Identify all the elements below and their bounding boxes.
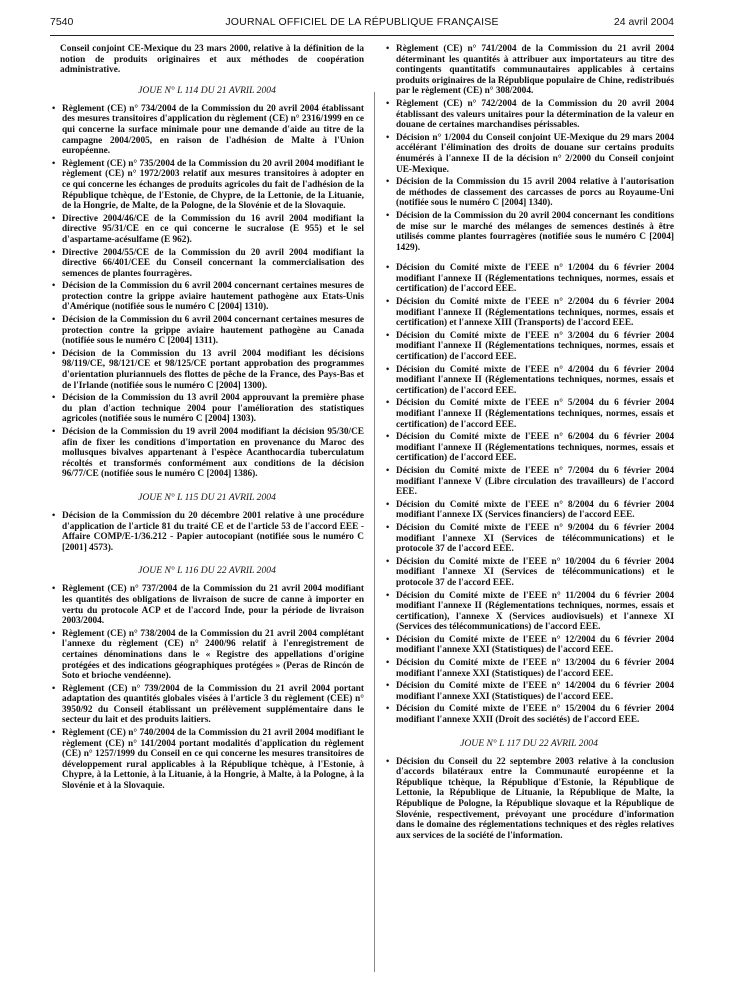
list-item: • Décision du Comité mixte de l'EEE n° 4/2004 du 6 février 2004 modifiant l'annexe II (Réglementations techniques, normes, essais et certification) de l'accord EEE.	[384, 365, 674, 397]
list-item: • Décision du Comité mixte de l'EEE n° 1/2004 du 6 février 2004 modifiant l'annexe II (Réglementations techniques, normes, essais et certification) de l'accord EEE.	[384, 263, 674, 295]
section-title: JOUE N° L 115 DU 21 AVRIL 2004	[138, 491, 276, 503]
list-item: • Règlement (CE) n° 735/2004 de la Commission du 20 avril 2004 modifiant le règlement (CE) n° 1972/2003 relatif aux mesures transitoires à adopter en ce qui concerne les échanges de produits agricoles du fait de l'adhésion de la République tchèque, de l'Estonie, de Chypre, de la Lettonie, de la Lituanie, de la Hongrie, de Malte, de la Pologne, de la Slovénie et de la Slovaquie.	[50, 159, 364, 212]
list-item: • Décision de la Commission du 6 avril 2004 concernant certaines mesures de protection contre la grippe aviaire hautement pathogène aux Etats-Unis d'Amérique (notifiée sous le numéro C [2004] 1310).	[50, 281, 364, 313]
list-item: • Règlement (CE) n° 738/2004 de la Commission du 21 avril 2004 complétant l'annexe du règlement (CE) n° 2400/96 relatif à l'enregistrement de certaines dénominations dans le « Registre des appellations d'origine protégées et des indications géographiques protégées » (Peras de Rincón de Soto et brioche vendéenne).	[50, 629, 364, 682]
list-item: • Décision de la Commission du 13 avril 2004 approuvant la première phase du plan d'action technique 2004 pour l'amélioration des statistiques agricoles (notifiée sous le numéro C [2004] 1303).	[50, 393, 364, 425]
section-title: JOUE N° L 114 DU 21 AVRIL 2004	[138, 84, 276, 96]
list-item: • Décision du Comité mixte de l'EEE n° 13/2004 du 6 février 2004 modifiant l'annexe XXI (Statistiques) de l'accord EEE.	[384, 658, 674, 679]
list-item: • Règlement (CE) n° 734/2004 de la Commission du 20 avril 2004 établissant des mesures transitoires d'application du règlement (CE) n° 2316/1999 en ce qui concerne la surface minimale pour une demande d'aide au titre de la campagne 2004/2005, en raison de l'adhésion de Malte à l'Union européenne.	[50, 104, 364, 157]
page-number: 7540	[50, 16, 74, 28]
list-item: • Décision de la Commission du 19 avril 2004 modifiant la décision 95/30/CE afin de fixer les conditions d'importation en provenance du Maroc des mollusques bivalves appartenant à l'espèce Acanthocardia tuberculatum récoltés et transformés conformément aux conditions de la décision 96/77/CE (notifiée sous le numéro C [2004] 1386).	[50, 427, 364, 480]
list-item: • Décision du Comité mixte de l'EEE n° 8/2004 du 6 février 2004 modifiant l'annexe IX (Services financiers) de l'accord EEE.	[384, 500, 674, 521]
journal-title: JOURNAL OFFICIEL DE LA RÉPUBLIQUE FRANÇAISE	[225, 16, 499, 28]
list-item: • Décision du Comité mixte de l'EEE n° 2/2004 du 6 février 2004 modifiant l'annexe II (Réglementations techniques, normes, essais et certification) et l'annexe XIII (Transports) de l'accord EEE.	[384, 297, 674, 329]
list-item: • Décision de la Commission du 20 avril 2004 concernant les conditions de mise sur le marché des mélanges de semences destinés à être utilisés comme plantes fourragères (notifiée sous le numéro C [2004] 1429).	[384, 211, 674, 253]
list-item: • Directive 2004/55/CE de la Commission du 20 avril 2004 modifiant la directive 66/401/CEE du Conseil concernant la commercialisation des semences de plantes fourragères.	[50, 248, 364, 280]
list-item: • Décision du Comité mixte de l'EEE n° 12/2004 du 6 février 2004 modifiant l'annexe XXI (Statistiques) de l'accord EEE.	[384, 635, 674, 656]
section-entries	[50, 511, 364, 553]
column-divider	[374, 92, 375, 972]
section-entries	[50, 104, 364, 480]
list-item: • Décision du Comité mixte de l'EEE n° 6/2004 du 6 février 2004 modifiant l'annexe II (Réglementations techniques, normes, essais et certification) de l'accord EEE.	[384, 432, 674, 464]
section-title: JOUE N° L 116 DU 22 AVRIL 2004	[138, 565, 276, 577]
list-item: • Décision de la Commission du 13 avril 2004 modifiant les décisions 98/119/CE, 98/121/CE et 98/125/CE portant approbation des programmes d'orientation pluriannuels des flottes de pêche de la France, des Pays-Bas et de l'Irlande (notifiée sous le numéro C [2004] 1300).	[50, 349, 364, 391]
list-item: • Décision du Comité mixte de l'EEE n° 14/2004 du 6 février 2004 modifiant l'annexe XXI (Statistiques) de l'accord EEE.	[384, 681, 674, 702]
list-item: • Décision du Comité mixte de l'EEE n° 9/2004 du 6 février 2004 modifiant l'annexe XI (Services de télécommunications) et le protocole 37 de l'accord EEE.	[384, 523, 674, 555]
list-item: • Décision du Comité mixte de l'EEE n° 5/2004 du 6 février 2004 modifiant l'annexe II (Réglementations techniques, normes, essais et certification) de l'accord EEE.	[384, 398, 674, 430]
list-item: • Décision de la Commission du 6 avril 2004 concernant certaines mesures de protection contre la grippe aviaire hautement pathogène au Canada (notifiée sous le numéro C [2004] 1311).	[50, 315, 364, 347]
list-item: • Décision du Comité mixte de l'EEE n° 10/2004 du 6 février 2004 modifiant l'annexe XI (Services de télécommunications) et le protocole 37 de l'accord EEE.	[384, 557, 674, 589]
list-item: • Décision de la Commission du 20 décembre 2001 relative à une procédure d'application de l'article 81 du traité CE et de l'article 53 de l'accord EEE - Affaire COMP/E-1/36.212 - Papier autocopiant (notifiée sous le numéro C [2001] 4573).	[50, 511, 364, 553]
continued-entry: Conseil conjoint CE-Mexique du 23 mars 2000, relative à la définition de la notion de produits originaires et aux méthodes de coopération administrative.	[60, 44, 364, 76]
section-entries	[384, 757, 674, 842]
entry-group-a	[384, 44, 674, 253]
section-title: JOUE N° L 117 DU 22 AVRIL 2004	[460, 737, 598, 749]
entry-group-b	[384, 263, 674, 725]
list-item: • Règlement (CE) n° 741/2004 de la Commission du 21 avril 2004 déterminant les quantités à attribuer aux importateurs au titre des contingents quantitatifs communautaires applicables à certains produits originaires de la République populaire de Chine, redistribués par le règlement (CE) n° 308/2004.	[384, 44, 674, 97]
issue-date: 24 avril 2004	[613, 16, 674, 28]
list-item: • Règlement (CE) n° 737/2004 de la Commission du 21 avril 2004 modifiant les quantités des obligations de livraison de sucre de canne à importer en vertu du protocole ACP et de l'accord Inde, pour la période de livraison 2003/2004.	[50, 584, 364, 626]
list-item: • Décision du Conseil du 22 septembre 2003 relative à la conclusion d'accords bilatéraux entre la Communauté européenne et la République tchèque, la République d'Estonie, la République de Lettonie, la République de Lituanie, la République de Malte, la République de Pologne, la République slovaque et la République de Slovénie, respectivement, prévoyant une procédure d'information dans le domaine des réglementations techniques et des règles relatives aux services de la société de l'information.	[384, 757, 674, 842]
list-item: • Règlement (CE) n° 742/2004 de la Commission du 20 avril 2004 établissant des valeurs unitaires pour la détermination de la valeur en douane de certaines marchandises périssables.	[384, 99, 674, 131]
list-item: • Règlement (CE) n° 739/2004 de la Commission du 21 avril 2004 portant adaptation des quantités globales visées à l'article 3 du règlement (CEE) n° 3950/92 du Conseil établissant un prélèvement supplémentaire dans le secteur du lait et des produits laitiers.	[50, 684, 364, 726]
right-column	[384, 44, 674, 843]
list-item: • Décision n° 1/2004 du Conseil conjoint UE-Mexique du 29 mars 2004 accélérant l'élimination des droits de douane sur certains produits énumérés à l'annexe II de la décision n° 2/2000 du Conseil conjoint UE-Mexique.	[384, 133, 674, 175]
list-item: • Décision du Comité mixte de l'EEE n° 15/2004 du 6 février 2004 modifiant l'annexe XXII (Droit des sociétés) de l'accord EEE.	[384, 704, 674, 725]
list-item: • Décision de la Commission du 15 avril 2004 relative à l'autorisation de méthodes de classement des carcasses de porcs au Royaume-Uni (notifiée sous le numéro C [2004] 1340).	[384, 177, 674, 209]
section-entries	[50, 584, 364, 791]
page-header	[50, 16, 674, 32]
list-item: • Règlement (CE) n° 740/2004 de la Commission du 21 avril 2004 modifiant le règlement (CE) n° 141/2004 portant modalités d'application du règlement (CE) n° 1257/1999 du Conseil en ce qui concerne les mesures transitoires de développement rural applicables à la République tchèque, à l'Estonie, à Chypre, à la Lettonie, à la Lituanie, à la Hongrie, à Malte, à la Pologne, à la Slovénie et à la Slovaquie.	[50, 728, 364, 792]
left-column	[50, 44, 364, 794]
header-rule	[50, 35, 674, 36]
list-item: • Directive 2004/46/CE de la Commission du 16 avril 2004 modifiant la directive 95/31/CE en ce qui concerne le sucralose (E 955) et le sel d'aspartame-acésulfame (E 962).	[50, 214, 364, 246]
list-item: • Décision du Comité mixte de l'EEE n° 3/2004 du 6 février 2004 modifiant l'annexe II (Réglementations techniques, normes, essais et certification) de l'accord EEE.	[384, 331, 674, 363]
list-item: • Décision du Comité mixte de l'EEE n° 7/2004 du 6 février 2004 modifiant l'annexe V (Libre circulation des travailleurs) de l'accord EEE.	[384, 466, 674, 498]
list-item: • Décision du Comité mixte de l'EEE n° 11/2004 du 6 février 2004 modifiant l'annexe II (Réglementations techniques, normes, essais et certification), l'annexe X (Services audiovisuels) et l'annexe XI (Services des télécommunications) de l'accord EEE.	[384, 591, 674, 633]
